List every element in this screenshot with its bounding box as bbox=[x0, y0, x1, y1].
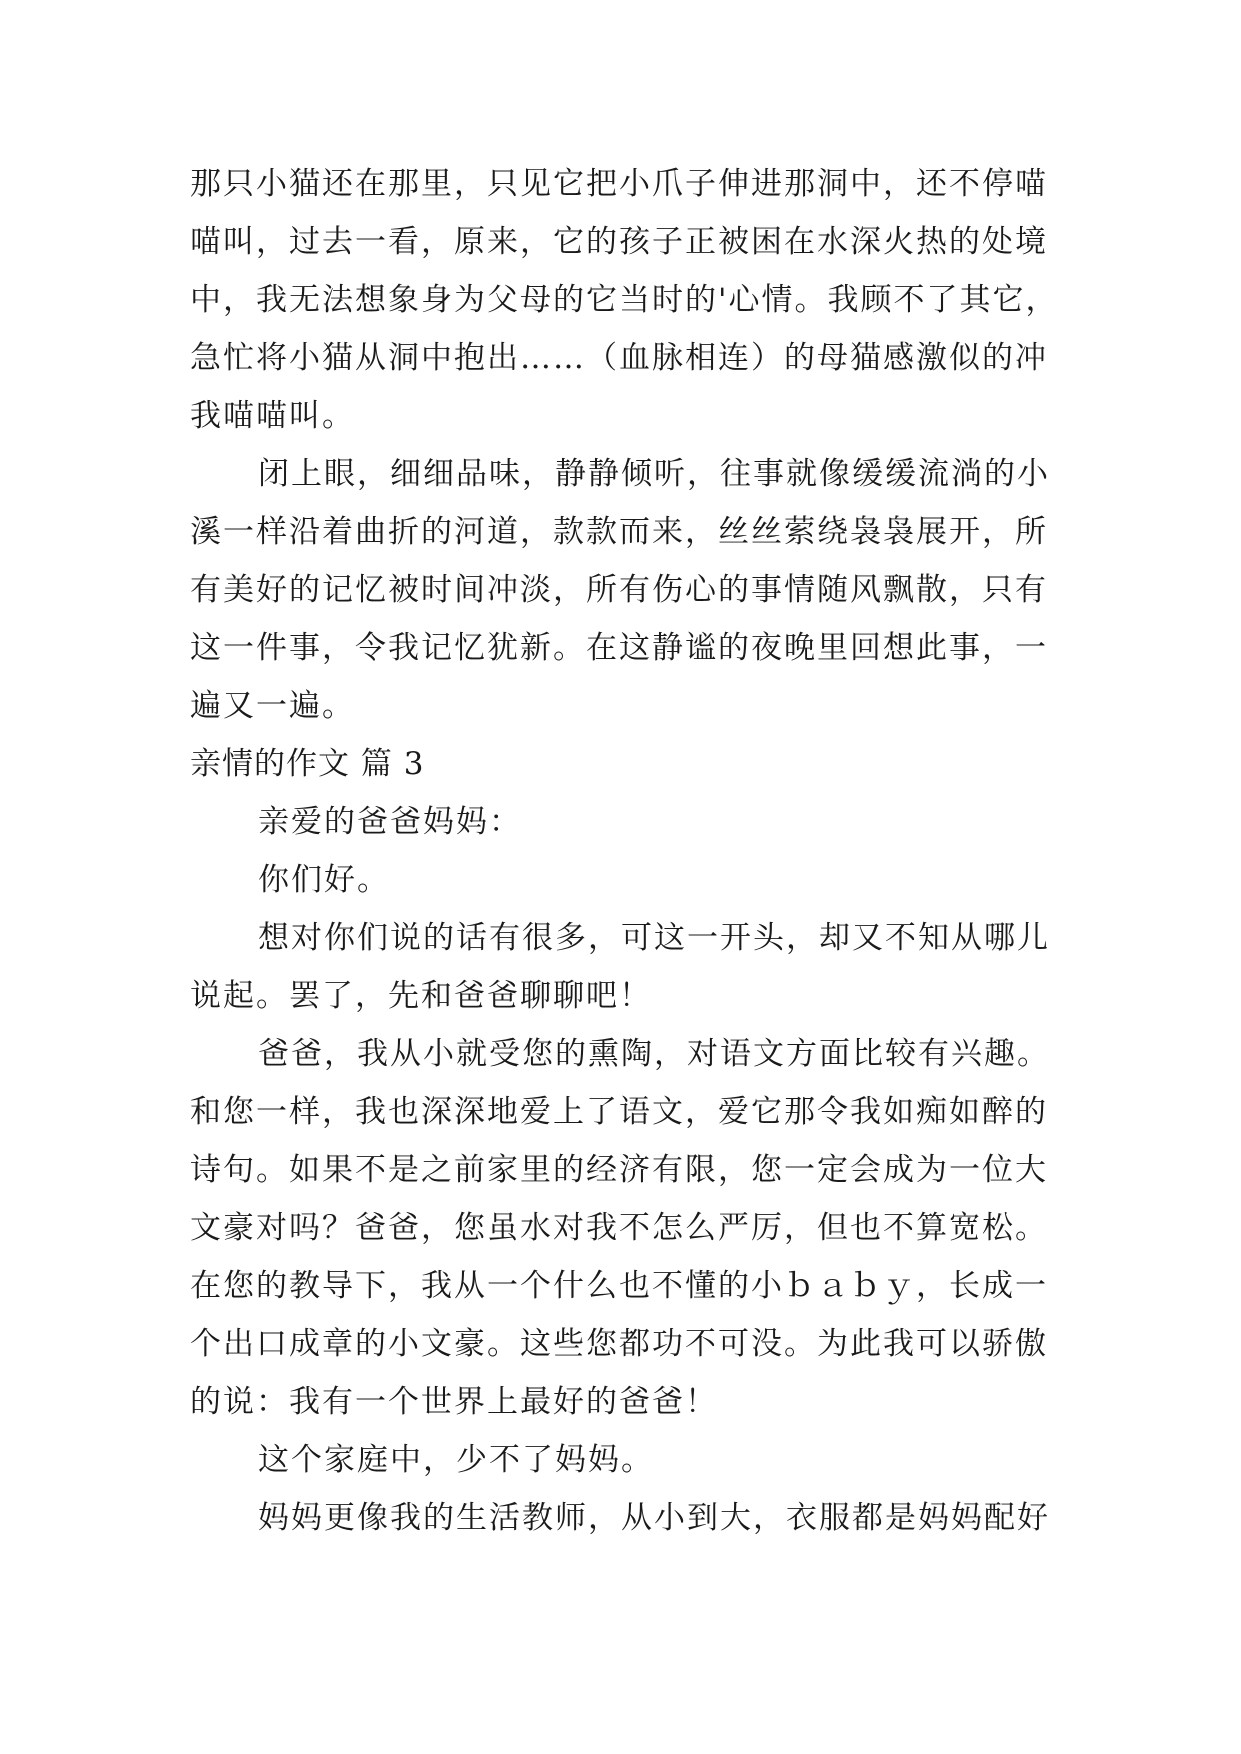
text-line: 爸爸，我从小就受您的熏陶，对语文方面比较有兴趣。 bbox=[258, 1036, 1050, 1072]
text-line: 喵叫，过去一看，原来，它的孩子正被困在水深火热的处境 bbox=[190, 224, 1048, 260]
text-line: 那只小猫还在那里，只见它把小爪子伸进那洞中，还不停喵 bbox=[190, 166, 1048, 202]
section-heading: 亲情的作文 篇 3 bbox=[190, 746, 425, 782]
text-line: 遍又一遍。 bbox=[190, 688, 355, 724]
text-line: 想对你们说的话有很多，可这一开头，却又不知从哪儿 bbox=[258, 920, 1050, 956]
text-line: 文豪对吗？爸爸，您虽水对我不怎么严厉，但也不算宽松。 bbox=[190, 1210, 1048, 1246]
text-line: 溪一样沿着曲折的河道，款款而来，丝丝萦绕袅袅展开，所 bbox=[190, 514, 1048, 550]
text-line: 闭上眼，细细品味，静静倾听，往事就像缓缓流淌的小 bbox=[258, 456, 1050, 492]
text-line: 诗句。如果不是之前家里的经济有限，您一定会成为一位大 bbox=[190, 1152, 1048, 1188]
text-line: 急忙将小猫从洞中抱出……（血脉相连）的母猫感激似的冲 bbox=[190, 340, 1048, 376]
text-line: 妈妈更像我的生活教师，从小到大，衣服都是妈妈配好 bbox=[258, 1500, 1050, 1536]
text-line: 的说：我有一个世界上最好的爸爸！ bbox=[190, 1384, 718, 1420]
text-line: 有美好的记忆被时间冲淡，所有伤心的事情随风飘散，只有 bbox=[190, 572, 1048, 608]
text-line: 这个家庭中，少不了妈妈。 bbox=[258, 1442, 654, 1478]
text-line: 在您的教导下，我从一个什么也不懂的小ｂａｂｙ，长成一 bbox=[190, 1268, 1048, 1304]
text-line: 个出口成章的小文豪。这些您都功不可没。为此我可以骄傲 bbox=[190, 1326, 1048, 1362]
text-line: 和您一样，我也深深地爱上了语文，爱它那令我如痴如醉的 bbox=[190, 1094, 1048, 1130]
text-line: 我喵喵叫。 bbox=[190, 398, 355, 434]
document-body bbox=[190, 155, 1070, 1547]
text-line: 中，我无法想象身为父母的它当时的'心情。我顾不了其它， bbox=[190, 282, 1059, 318]
text-line: 亲爱的爸爸妈妈： bbox=[258, 804, 522, 840]
text-line: 你们好。 bbox=[258, 862, 390, 898]
text-line: 这一件事，令我记忆犹新。在这静谧的夜晚里回想此事，一 bbox=[190, 630, 1048, 666]
text-line: 说起。罢了，先和爸爸聊聊吧！ bbox=[190, 978, 652, 1014]
